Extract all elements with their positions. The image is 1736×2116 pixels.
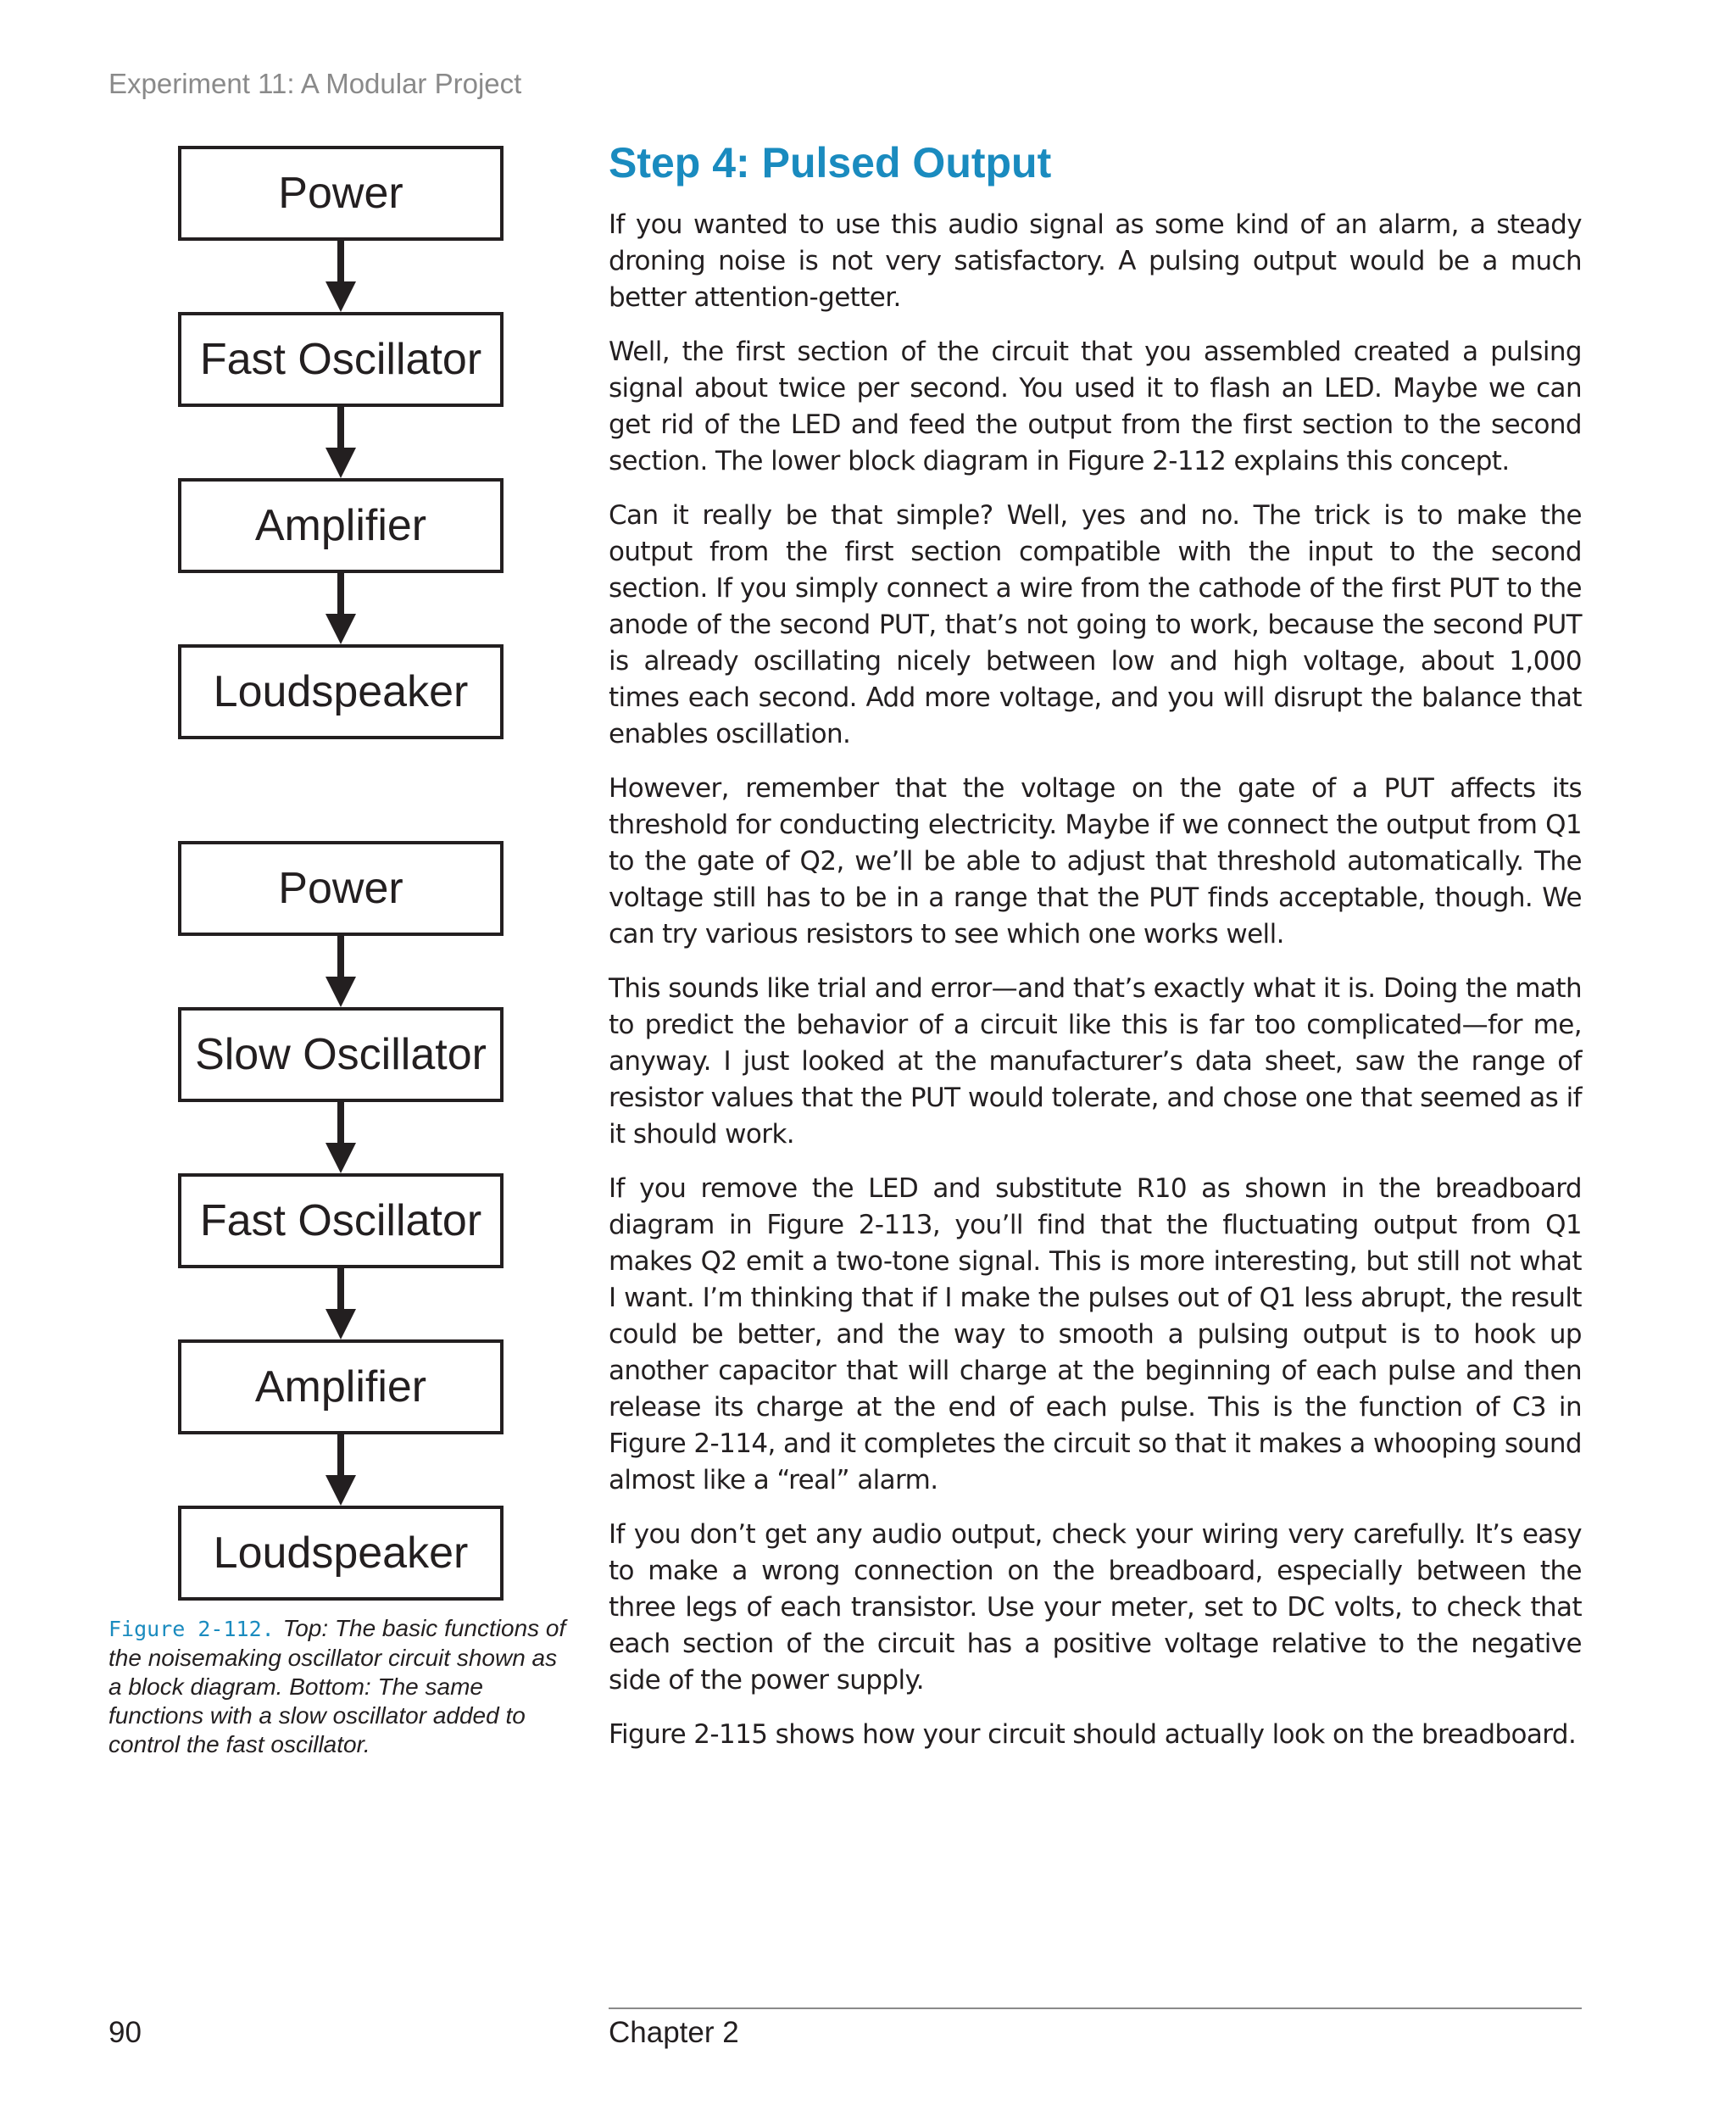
paragraph: If you don’t get any audio output, check your wiring very carefully. It’s easy to make a wrong connection on the breadboard, especially between the three legs of each transistor. Use your meter, set to DC volts, to check that each section of the circuit has a positive voltage relative to the negative side of the power supply. xyxy=(609,1519,1582,1696)
block-power: Power xyxy=(178,841,504,936)
figure-label: Figure 2-112. xyxy=(108,1617,275,1641)
running-head: Experiment 11: A Modular Project xyxy=(108,68,522,99)
block-fast-oscillator: Fast Oscillator xyxy=(178,312,504,407)
chapter-label: Chapter 2 xyxy=(609,2016,739,2049)
block-amplifier: Amplifier xyxy=(178,478,504,573)
main-content xyxy=(609,136,1582,1771)
paragraph: This sounds like trial and error—and that’s exactly what it is. Doing the math to predict the behavior of a circuit like this is far too complicated—for me, anyway. I just looked at the manufacturer’s data sheet, saw the range of resistor values that the PUT would tolerate, and chose one that seemed as if it should work. xyxy=(609,973,1582,1150)
figure-caption-text: Top: The basic functions of the noisemaking oscillator circuit shown as a block diagram. Bottom: The same functions with a slow oscillator added to control the fast oscillator. xyxy=(108,1615,566,1757)
page-number: 90 xyxy=(108,2016,142,2049)
arrow-down-icon xyxy=(178,241,504,312)
arrow-down-icon xyxy=(178,407,504,478)
paragraph: Can it really be that simple? Well, yes and no. The trick is to make the output from the first section compatible with the input to the second section. If you simply connect a wire from the cathode of the first PUT to the anode of the second PUT, that’s not going to work, because the second PUT is already oscillating nicely between low and high voltage, about 1,000 times each second. Add more voltage, and you will disrupt the balance that enables oscillation. xyxy=(609,500,1582,749)
paragraph: However, remember that the voltage on the gate of a PUT affects its threshold for conducting electricity. Maybe if we connect the output from Q1 to the gate of Q2, we’ll be able to adjust that threshold automatically. The voltage still has to be in a range that the PUT finds acceptable, though. We can try various resistors to see which one works well. xyxy=(609,773,1582,949)
block-diagram-bottom xyxy=(178,841,504,1601)
block-loudspeaker: Loudspeaker xyxy=(178,644,504,739)
block-fast-oscillator: Fast Oscillator xyxy=(178,1173,504,1268)
block-power: Power xyxy=(178,146,504,241)
paragraph: If you wanted to use this audio signal as some kind of an alarm, a steady droning noise is not very satisfactory. A pulsing output would be a much better attention-getter. xyxy=(609,209,1582,313)
paragraph: If you remove the LED and substitute R10 as shown in the breadboard diagram in Figure 2-113, you’ll find that the fluctuating output from Q1 makes Q2 emit a two-tone signal. This is more interesting, but still not what I want. I’m thinking that if I make the pulses out of Q1 less abrupt, the result could be better, and the way to smooth a pulsing output is to hook up another capacitor that will charge at the beginning of each pulse and then release its charge at the end of each pulse. This is the function of C3 in Figure 2-114, and it completes the circuit so that it makes a whooping sound almost like a “real” alarm. xyxy=(609,1173,1582,1495)
footer-divider xyxy=(609,2007,1582,2009)
arrow-down-icon xyxy=(178,1268,504,1339)
arrow-down-icon xyxy=(178,1102,504,1173)
block-amplifier: Amplifier xyxy=(178,1339,504,1434)
section-heading: Step 4: Pulsed Output xyxy=(609,139,1052,187)
paragraph: Figure 2-115 shows how your circuit should actually look on the breadboard. xyxy=(609,1719,1577,1750)
block-diagram-top xyxy=(178,146,504,739)
arrow-down-icon xyxy=(178,936,504,1007)
figure-caption xyxy=(108,1614,566,1759)
block-slow-oscillator: Slow Oscillator xyxy=(178,1007,504,1102)
block-loudspeaker: Loudspeaker xyxy=(178,1506,504,1601)
arrow-down-icon xyxy=(178,573,504,644)
arrow-down-icon xyxy=(178,1434,504,1506)
paragraph: Well, the first section of the circuit that you assembled created a pulsing signal about twice per second. You used it to flash an LED. Maybe we can get rid of the LED and feed the output from the first section to the second section. The lower block diagram in Figure 2-112 explains this concept. xyxy=(609,337,1582,476)
